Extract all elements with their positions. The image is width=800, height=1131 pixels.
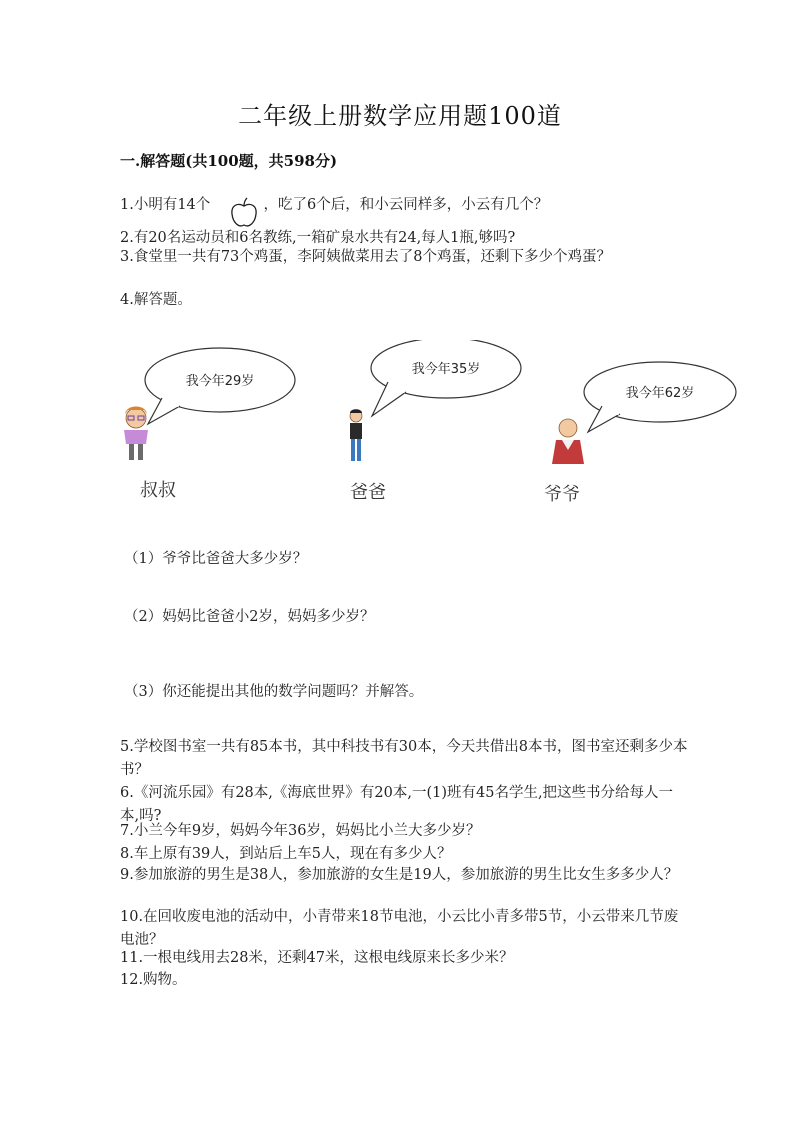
name-father: 爸爸 [350,482,386,503]
speech-bubble-uncle [145,348,295,424]
question-7: 7.小兰今年9岁，妈妈今年36岁，妈妈比小兰大多少岁？ [120,823,481,839]
question-2: 2.有20名运动员和6名教练,一箱矿泉水共有24,每人1瓶,够吗? [120,230,516,246]
question-8: 8.车上原有39人，到站后上车5人，现在有多少人？ [120,846,452,862]
bubble-text-father: 我今年35岁 [411,362,481,377]
apple-icon [215,187,259,209]
name-uncle: 叔叔 [140,480,176,501]
page-title: 二年级上册数学应用题100道 [238,102,562,130]
question-4-sub-3: （3）你还能提出其他的数学问题吗？并解答。 [124,684,424,700]
question-1-after: ，吃了6个后，和小云同样多，小云有几个？ [263,197,549,213]
question-6: 6.《河流乐园》有28本,《海底世界》有20本,一(1)班有45名学生,把这些书分给每人一本,吗? [120,785,674,824]
age-figure [110,340,750,520]
question-11: 11.一根电线用去28米，还剩47米，这根电线原来长多少米？ [120,950,514,966]
grandpa-figure [552,419,584,464]
uncle-figure [124,407,148,461]
question-3: 3.食堂里一共有73个鸡蛋，李阿姨做菜用去了8个鸡蛋，还剩下多少个鸡蛋？ [120,249,612,265]
question-4-label: 4.解答题。 [120,292,192,308]
father-figure [350,409,362,461]
question-4-sub-2: （2）妈妈比爸爸小2岁，妈妈多少岁？ [124,609,375,625]
question-10: 10.在回收废电池的活动中，小青带来18节电池，小云比小青多带5节，小云带来几节废电池？ [120,909,679,948]
speech-bubble-father [371,340,521,416]
question-9: 9.参加旅游的男生是38人，参加旅游的女生是19人，参加旅游的男生比女生多多少人？ [120,867,679,883]
speech-bubble-grandpa [584,362,736,432]
section-heading: 一.解答题(共100题，共598分) [120,152,338,170]
bubble-text-grandpa: 我今年62岁 [625,386,695,401]
question-1 [120,187,548,216]
question-5: 5.学校图书室一共有85本书，其中科技书有30本，今天共借出8本书，图书室还剩多少本书？ [120,739,688,778]
question-4-sub-1: （1）爷爷比爸爸大多少岁？ [124,551,308,567]
name-grandpa: 爷爷 [544,484,580,505]
bubble-text-uncle: 我今年29岁 [185,374,255,389]
question-1-before: 1.小明有14个 [120,197,211,213]
question-12: 12.购物。 [120,972,187,988]
